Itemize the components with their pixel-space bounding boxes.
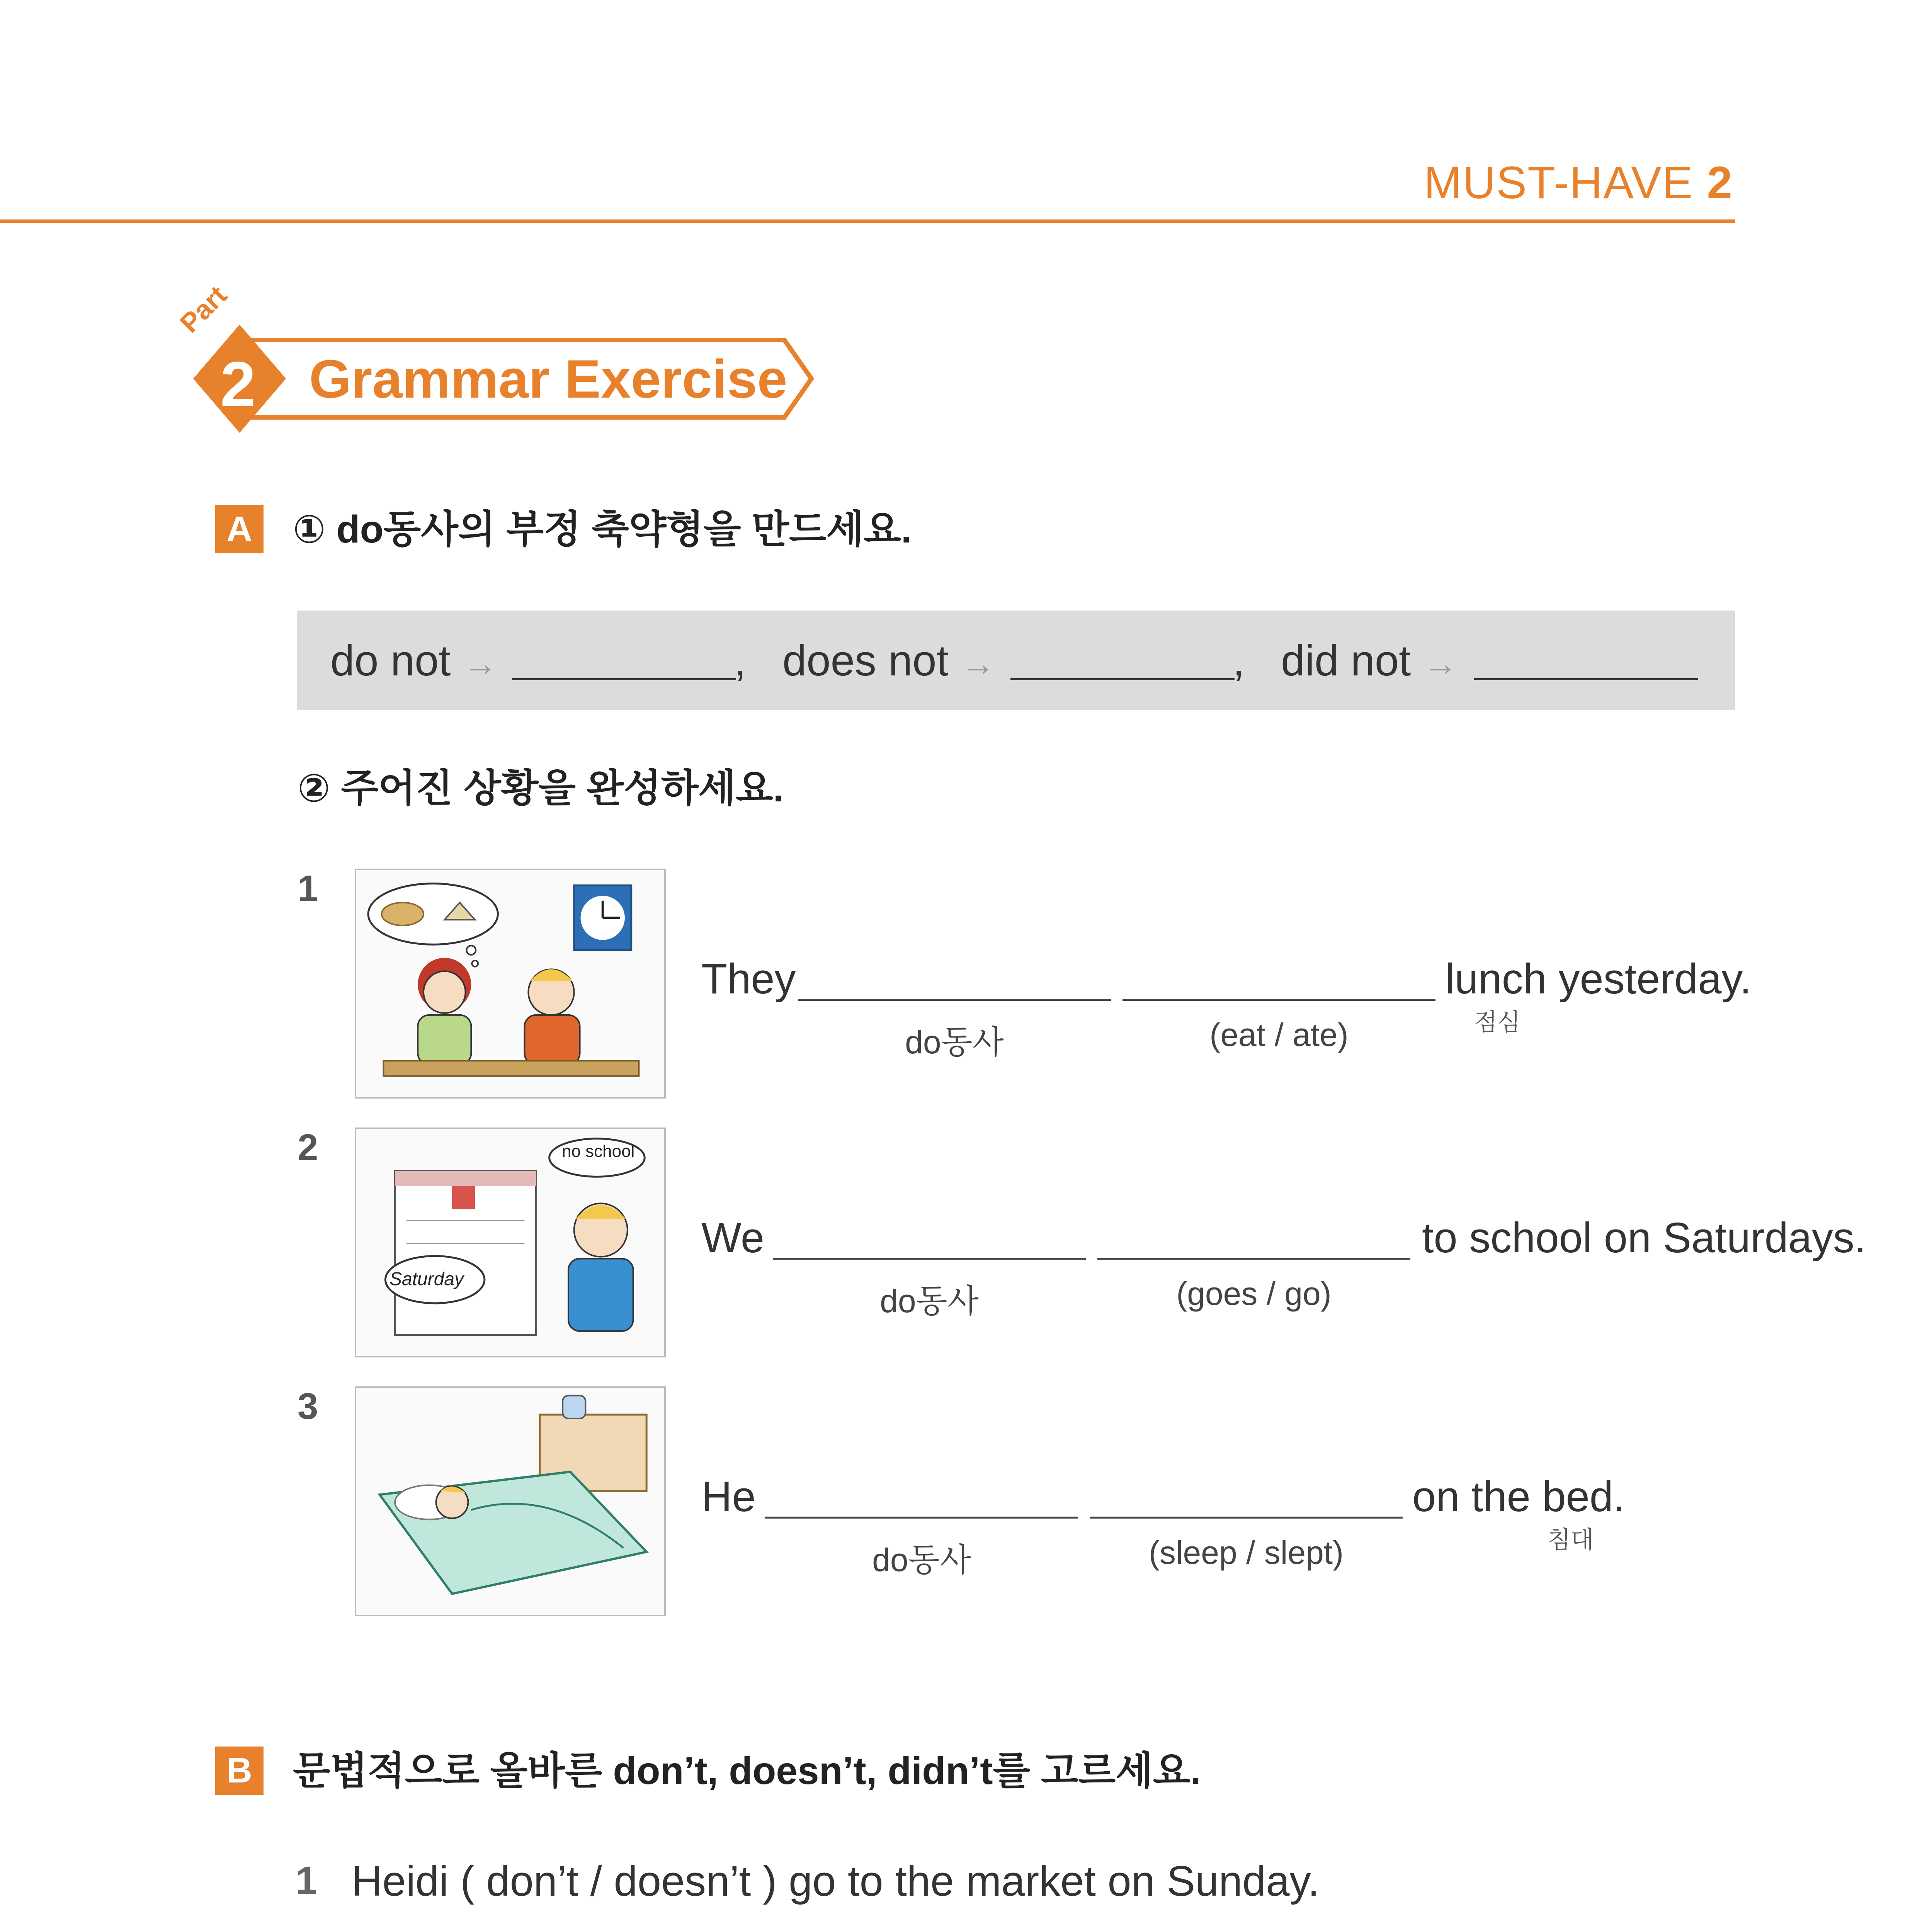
hint-verb-choice: (sleep / slept)	[1148, 1534, 1344, 1571]
a-item-number: 2	[298, 1127, 318, 1168]
gloss: 점심	[1474, 1009, 1520, 1036]
contraction-do-not: do not →	[330, 636, 498, 685]
hint-do-verb: do동사	[872, 1542, 971, 1578]
a-item-subject: They	[701, 955, 796, 1003]
answer-blank-do[interactable]	[798, 999, 1111, 1001]
answer-blank-verb[interactable]	[1090, 1517, 1403, 1519]
section-b-marker: B	[215, 1747, 264, 1795]
no-school-bubble-text: no school	[562, 1142, 635, 1161]
illustration-no-school	[355, 1128, 666, 1357]
arrow-right-icon: →	[960, 645, 995, 683]
b-item-number: 1	[296, 1859, 317, 1902]
a-item-number: 1	[298, 868, 318, 909]
contraction-did-not: did not →	[1281, 636, 1458, 685]
part-number: 2	[220, 349, 256, 420]
header-rule	[0, 219, 1735, 223]
a-item-ending: to school on Saturdays.	[1422, 1214, 1866, 1262]
hint-verb-choice: (goes / go)	[1176, 1276, 1332, 1312]
blank-does-not[interactable]	[1010, 678, 1235, 680]
hint-do-verb: do동사	[880, 1283, 979, 1319]
blank-did-not[interactable]	[1474, 678, 1698, 680]
answer-blank-verb[interactable]	[1122, 999, 1435, 1001]
arrow-right-icon: →	[1423, 645, 1458, 683]
answer-blank-verb[interactable]	[1097, 1258, 1410, 1260]
a-item-ending: lunch yesterday.	[1445, 955, 1752, 1003]
contraction-bar	[297, 611, 1735, 710]
a-item-subject: We	[701, 1214, 765, 1262]
a-item-ending: on the bed.	[1412, 1473, 1625, 1520]
must-have-title: MUST-HAVE 2	[1423, 157, 1733, 208]
lunch-scene-icon	[356, 870, 664, 1097]
part-label: Part	[174, 280, 233, 338]
hint-verb-choice: (eat / ate)	[1209, 1017, 1349, 1053]
no-school-scene-icon	[356, 1129, 664, 1356]
bed-scene-icon	[356, 1388, 664, 1615]
section-a-instruction-1: ① do동사의 부정 축약형을 만드세요.	[293, 508, 912, 551]
arrow-right-icon: →	[463, 645, 498, 683]
must-have-number: 2	[1707, 157, 1733, 208]
illustration-bed	[355, 1386, 666, 1616]
section-a-instruction-2: ② 주어진 상황을 완성하세요.	[298, 767, 784, 810]
a-item-subject: He	[701, 1473, 756, 1520]
section-title: Grammar Exercise	[309, 349, 787, 409]
answer-blank-do[interactable]	[773, 1258, 1086, 1260]
b-item-sentence[interactable]: Heidi ( don’t / doesn’t ) go to the market on Sunday.	[352, 1857, 1320, 1905]
saturday-bubble-text: Saturday	[389, 1269, 464, 1289]
contraction-does-not: does not →	[782, 636, 995, 685]
answer-blank-do[interactable]	[765, 1517, 1078, 1519]
gloss: 침대	[1548, 1527, 1594, 1553]
comma-1: ,	[734, 636, 747, 685]
hint-do-verb: do동사	[905, 1024, 1004, 1060]
a-item-number: 3	[298, 1386, 318, 1427]
section-b-instruction: 문법적으로 올바른 don’t, doesn’t, didn’t를 고르세요.	[293, 1749, 1201, 1793]
comma-2: ,	[1233, 636, 1245, 685]
illustration-lunch	[355, 869, 666, 1099]
section-a-marker: A	[215, 505, 264, 553]
blank-do-not[interactable]	[512, 678, 736, 680]
